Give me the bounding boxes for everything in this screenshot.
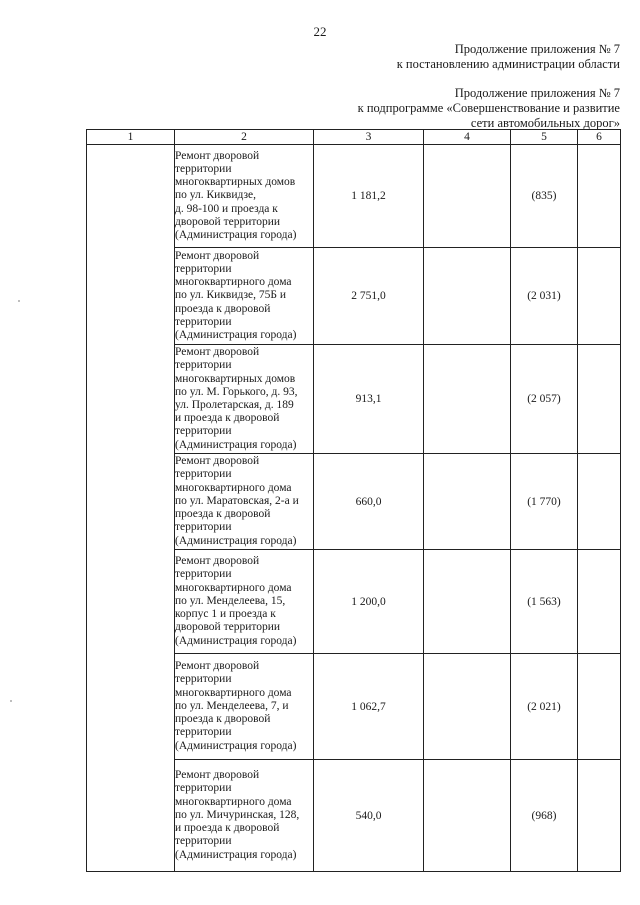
column-header: 4 — [424, 130, 511, 145]
amount-cell: 660,0 — [314, 454, 424, 550]
column-6-cell — [578, 454, 621, 550]
work-description: Ремонт дворовой территории многоквартирных домов по ул. М. Горького, д. 93, ул. Пролетарская, д. 189 и проезда к дворовой территории (Администрация города) — [175, 345, 314, 454]
scan-speck — [18, 300, 20, 302]
page-number: 22 — [313, 24, 327, 39]
column-6-cell — [578, 248, 621, 345]
column-6-cell — [578, 550, 621, 654]
column-4-cell — [424, 454, 511, 550]
amount-cell: 1 200,0 — [314, 550, 424, 654]
column-4-cell — [424, 654, 511, 760]
work-description: Ремонт дворовой территории многоквартирного дома по ул. Киквидзе, 75Б и проезда к дворовой территории (Администрация города) — [175, 248, 314, 345]
work-description: Ремонт дворовой территории многоквартирного дома по ул. Мичуринская, 128, и проезда к дворовой территории (Администрация города) — [175, 760, 314, 872]
column-4-cell — [424, 345, 511, 454]
column-header: 3 — [314, 130, 424, 145]
column-5-cell: (835) — [511, 145, 578, 248]
work-description: Ремонт дворовой территории многоквартирного дома по ул. Менделеева, 7, и проезда к дворовой территории (Администрация города) — [175, 654, 314, 760]
amount-cell: 2 751,0 — [314, 248, 424, 345]
column-4-cell — [424, 145, 511, 248]
appendix-header-line: к постановлению администрации области — [396, 57, 620, 71]
appendix-header-line: к подпрограмме «Совершенствование и развитие — [357, 101, 620, 115]
amount-cell: 1 062,7 — [314, 654, 424, 760]
table-header-row — [87, 130, 621, 145]
repair-works-table — [86, 129, 621, 872]
column-5-cell: (1 563) — [511, 550, 578, 654]
column-header: 1 — [87, 130, 175, 145]
work-description: Ремонт дворовой территории многоквартирного дома по ул. Маратовская, 2-а и проезда к дворовой территории (Администрация города) — [175, 454, 314, 550]
scan-speck — [10, 700, 12, 702]
work-description: Ремонт дворовой территории многоквартирного дома по ул. Менделеева, 15, корпус 1 и проезда к дворовой территории (Администрация города) — [175, 550, 314, 654]
work-description: Ремонт дворовой территории многоквартирных домов по ул. Киквидзе, д. 98-100 и проезда к дворовой территории (Администрация города) — [175, 145, 314, 248]
column-5-cell: (2 021) — [511, 654, 578, 760]
table-row — [87, 145, 621, 248]
appendix-header-line: Продолжение приложения № 7 — [454, 42, 620, 56]
column-5-cell: (2 057) — [511, 345, 578, 454]
column-6-cell — [578, 145, 621, 248]
amount-cell: 540,0 — [314, 760, 424, 872]
appendix-header-resolution — [397, 42, 620, 72]
column-4-cell — [424, 248, 511, 345]
column-header: 2 — [175, 130, 314, 145]
column-6-cell — [578, 760, 621, 872]
column-5-cell: (2 031) — [511, 248, 578, 345]
amount-cell: 1 181,2 — [314, 145, 424, 248]
column-header: 5 — [511, 130, 578, 145]
appendix-header-line: Продолжение приложения № 7 — [454, 86, 620, 100]
appendix-header-line: сети автомобильных дорог» — [470, 116, 620, 130]
column-5-cell: (1 770) — [511, 454, 578, 550]
column-4-cell — [424, 550, 511, 654]
column-5-cell: (968) — [511, 760, 578, 872]
column-6-cell — [578, 654, 621, 760]
amount-cell: 913,1 — [314, 345, 424, 454]
column-1-cell — [87, 145, 175, 872]
appendix-header-subprogram — [358, 86, 620, 131]
column-header: 6 — [578, 130, 621, 145]
column-6-cell — [578, 345, 621, 454]
column-4-cell — [424, 760, 511, 872]
